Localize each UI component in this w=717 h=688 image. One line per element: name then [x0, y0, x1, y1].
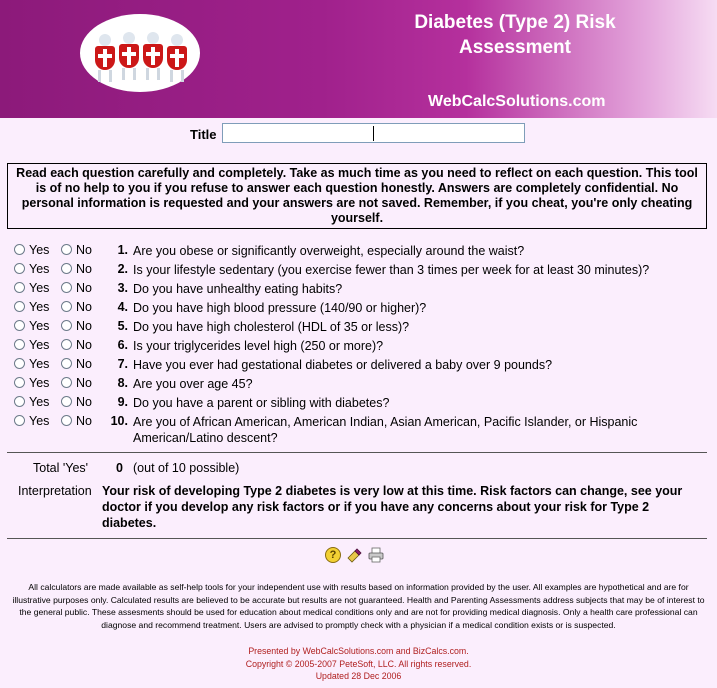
toolbar	[0, 547, 717, 567]
yes-radio[interactable]	[14, 339, 25, 350]
figure-icon	[142, 32, 164, 80]
question-number: 5.	[117, 319, 128, 333]
question-row	[0, 280, 717, 299]
yes-radio[interactable]	[14, 263, 25, 274]
no-radio[interactable]	[61, 377, 72, 388]
page-title: Diabetes (Type 2) Risk Assessment	[414, 12, 616, 58]
question-text: Do you have unhealthy eating habits?	[133, 282, 343, 296]
no-label[interactable]: No	[76, 319, 92, 333]
help-icon[interactable]: ?	[325, 547, 341, 563]
no-label[interactable]: No	[76, 376, 92, 390]
credits	[0, 645, 717, 683]
no-label[interactable]: No	[76, 395, 92, 409]
question-text: Are you of African American, American Indian, Asian American, Pacific Islander, or Hispanic American/Latino descent?	[133, 415, 638, 445]
yes-radio[interactable]	[14, 358, 25, 369]
no-radio[interactable]	[61, 358, 72, 369]
question-text: Do you have a parent or sibling with diabetes?	[133, 396, 390, 410]
question-row	[0, 413, 717, 445]
question-number: 3.	[117, 281, 128, 295]
yes-radio[interactable]	[14, 244, 25, 255]
no-radio[interactable]	[61, 263, 72, 274]
yes-label[interactable]: Yes	[29, 414, 50, 428]
no-radio[interactable]	[61, 301, 72, 312]
interpretation-label: Interpretation	[18, 484, 92, 498]
yes-radio[interactable]	[14, 377, 25, 388]
no-label[interactable]: No	[76, 414, 92, 428]
question-row	[0, 337, 717, 356]
yes-label[interactable]: Yes	[29, 281, 50, 295]
yes-label[interactable]: Yes	[29, 243, 50, 257]
divider	[7, 538, 707, 539]
health-logo	[80, 14, 200, 92]
question-number: 7.	[117, 357, 128, 371]
credits-updated: Updated 28 Dec 2006	[315, 671, 402, 681]
question-number: 1.	[117, 243, 128, 257]
yes-radio[interactable]	[14, 415, 25, 426]
yes-label[interactable]: Yes	[29, 338, 50, 352]
yes-radio[interactable]	[14, 396, 25, 407]
credits-copyright: Copyright © 2005-2007 PeteSoft, LLC. All rights reserved.	[245, 658, 472, 669]
instructions-notice: Read each question carefully and completely. Take as much time as you need to reflect on each question. This tool is of no help to you if you refuse to answer each question honestly. Answers are completely confidential. No personal information is requested and your answers are not saved. Remember, if you cheat, you're only cheating yourself.	[7, 163, 707, 229]
no-label[interactable]: No	[76, 338, 92, 352]
no-radio[interactable]	[61, 320, 72, 331]
no-radio[interactable]	[61, 244, 72, 255]
divider	[7, 452, 707, 453]
no-radio[interactable]	[61, 396, 72, 407]
question-text: Is your lifestyle sedentary (you exercise fewer than 3 times per week for at least 30 minutes)?	[133, 263, 650, 277]
question-row	[0, 318, 717, 337]
no-radio[interactable]	[61, 415, 72, 426]
title-label: Title	[190, 127, 217, 142]
header-banner	[0, 0, 717, 118]
question-text: Are you obese or significantly overweight, especially around the waist?	[133, 244, 525, 258]
question-row	[0, 299, 717, 318]
yes-label[interactable]: Yes	[29, 262, 50, 276]
interpretation-text: Your risk of developing Type 2 diabetes is very low at this time. Risk factors can change, see your doctor if you develop any risk factors or if you have any concerns about your risk for Type 2 diabetes.	[102, 484, 683, 530]
yes-label[interactable]: Yes	[29, 319, 50, 333]
yes-label[interactable]: Yes	[29, 395, 50, 409]
yes-radio[interactable]	[14, 320, 25, 331]
eraser-icon[interactable]	[346, 547, 362, 563]
no-label[interactable]: No	[76, 300, 92, 314]
question-number: 9.	[117, 395, 128, 409]
brand-link[interactable]: WebCalcSolutions.com	[428, 93, 606, 110]
no-label[interactable]: No	[76, 357, 92, 371]
question-text: Do you have high blood pressure (140/90 or higher)?	[133, 301, 427, 315]
yes-radio[interactable]	[14, 301, 25, 312]
no-label[interactable]: No	[76, 281, 92, 295]
yes-label[interactable]: Yes	[29, 300, 50, 314]
yes-label[interactable]: Yes	[29, 376, 50, 390]
total-yes-value: 0	[116, 461, 123, 475]
question-row	[0, 242, 717, 261]
disclaimer-text: All calculators are made available as self-help tools for your independent use with results based on information provided by the user. All examples are hypothetical and are for illustrative purposes only. Calculated results are believed to be accurate but results are not guaranteed. Health and Parenting Assessments address subjects that may be of interest to the general public. These assesments should be used for education about medical conditions only and are not for providing medical diagnosis. Only a health care professional can diagnose and recommend treatment. Users are advised to promptly check with a physician if a medical condition exists or is suspected.	[12, 582, 705, 630]
total-yes-label: Total 'Yes'	[33, 461, 89, 475]
question-text: Do you have high cholesterol (HDL of 35 or less)?	[133, 320, 410, 334]
print-icon[interactable]	[368, 547, 384, 563]
no-radio[interactable]	[61, 282, 72, 293]
no-label[interactable]: No	[76, 262, 92, 276]
question-number: 4.	[117, 300, 128, 314]
yes-radio[interactable]	[14, 282, 25, 293]
no-label[interactable]: No	[76, 243, 92, 257]
question-text: Are you over age 45?	[133, 377, 253, 391]
question-number: 8.	[117, 376, 128, 390]
text-cursor	[373, 126, 374, 141]
title-row	[0, 123, 717, 145]
figure-icon	[118, 32, 140, 80]
question-row	[0, 394, 717, 413]
question-row	[0, 375, 717, 394]
yes-label[interactable]: Yes	[29, 357, 50, 371]
credits-presented: Presented by WebCalcSolutions.com and BizCalcs.com.	[248, 646, 469, 656]
question-text: Is your triglycerides level high (250 or more)?	[133, 339, 384, 353]
no-radio[interactable]	[61, 339, 72, 350]
total-yes-note: (out of 10 possible)	[133, 461, 240, 475]
question-row	[0, 261, 717, 280]
figure-icon	[94, 34, 116, 82]
question-number: 6.	[117, 338, 128, 352]
question-number: 2.	[117, 262, 128, 276]
question-row	[0, 356, 717, 375]
figure-icon	[166, 34, 188, 82]
question-number: 10.	[110, 414, 128, 428]
question-text: Have you ever had gestational diabetes or delivered a baby over 9 pounds?	[133, 358, 553, 372]
